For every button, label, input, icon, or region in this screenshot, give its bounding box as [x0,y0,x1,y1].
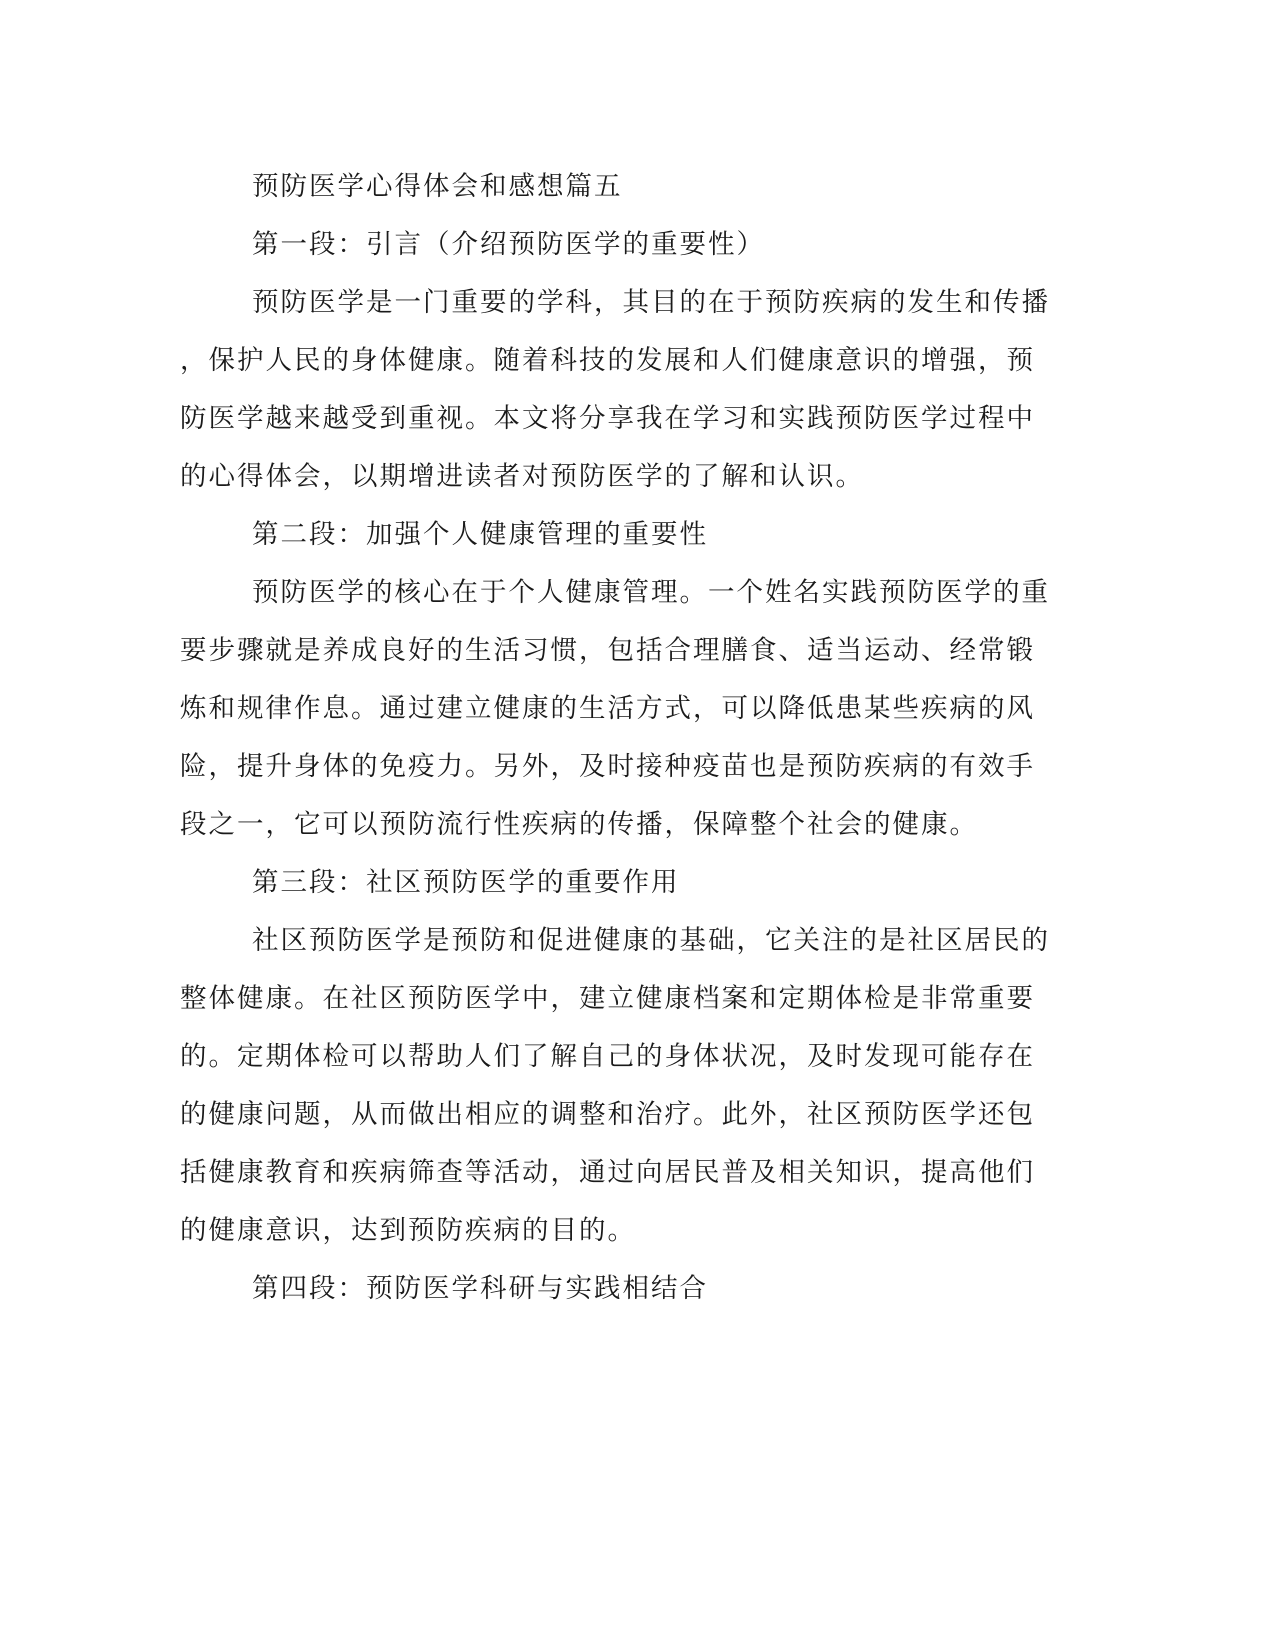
section-4-heading: 第四段：预防医学科研与实践相结合 [252,1273,708,1304]
section-1-line: 的心得体会，以期增进读者对预防医学的了解和认识。 [180,461,864,492]
section-2-line: 要步骤就是养成良好的生活习惯，包括合理膳食、适当运动、经常锻 [180,635,1035,666]
document-body [180,158,1050,1318]
section-1-line: 预防医学是一门重要的学科，其目的在于预防疾病的发生和传播 [252,287,1050,318]
section-3-heading: 第三段：社区预防医学的重要作用 [252,867,680,898]
section-3-line: 整体健康。在社区预防医学中，建立健康档案和定期体检是非常重要 [180,983,1035,1014]
section-1-heading: 第一段：引言（介绍预防医学的重要性） [252,229,765,260]
section-2-heading: 第二段：加强个人健康管理的重要性 [252,519,708,550]
section-3-line: 括健康教育和疾病筛查等活动，通过向居民普及相关知识，提高他们 [180,1157,1035,1188]
section-3-line: 的健康问题，从而做出相应的调整和治疗。此外，社区预防医学还包 [180,1099,1035,1130]
section-2-line: 炼和规律作息。通过建立健康的生活方式，可以降低患某些疾病的风 [180,693,1035,724]
section-3-line: 的。定期体检可以帮助人们了解自己的身体状况，及时发现可能存在 [180,1041,1035,1072]
section-1-line: 防医学越来越受到重视。本文将分享我在学习和实践预防医学过程中 [180,403,1035,434]
section-1-line: ，保护人民的身体健康。随着科技的发展和人们健康意识的增强，预 [180,345,1035,376]
document-title: 预防医学心得体会和感想篇五 [252,171,623,202]
section-3-line: 的健康意识，达到预防疾病的目的。 [180,1215,636,1246]
section-2-line: 预防医学的核心在于个人健康管理。一个姓名实践预防医学的重 [252,577,1050,608]
section-3-line: 社区预防医学是预防和促进健康的基础，它关注的是社区居民的 [252,925,1050,956]
section-2-line: 段之一，它可以预防流行性疾病的传播，保障整个社会的健康。 [180,809,978,840]
section-2-line: 险，提升身体的免疫力。另外，及时接种疫苗也是预防疾病的有效手 [180,751,1035,782]
